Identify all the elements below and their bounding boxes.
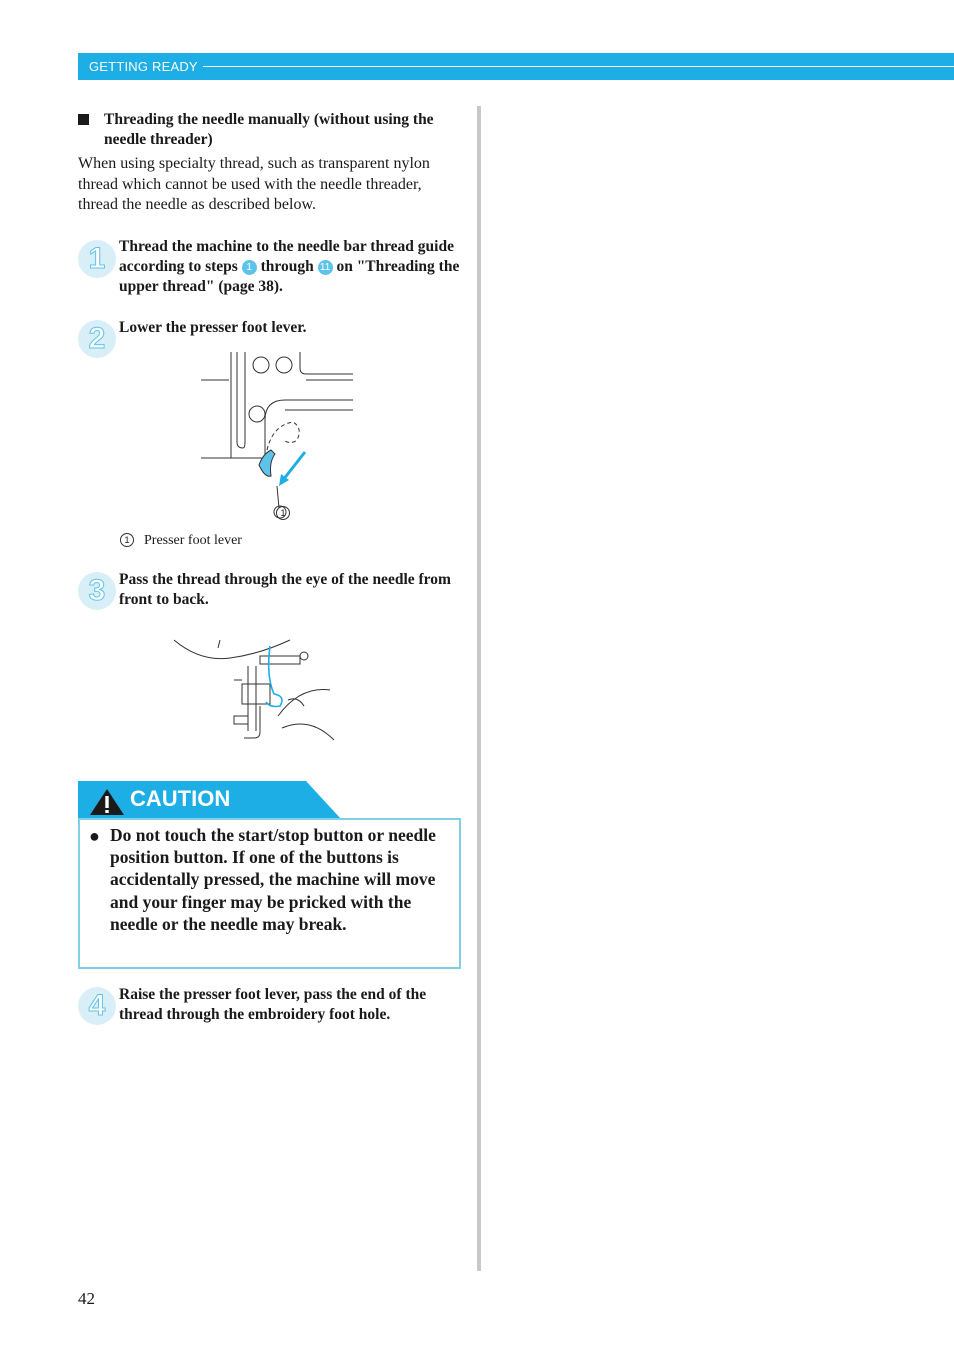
step-ref-start: 1 xyxy=(242,260,257,275)
step-4-number: 4 xyxy=(78,987,116,1025)
step-2-text: Lower the presser foot lever. xyxy=(119,319,307,336)
step-1-number: 1 xyxy=(78,240,116,278)
page-number: 42 xyxy=(78,1289,95,1308)
step-1-text-between: through xyxy=(260,258,314,275)
running-header xyxy=(78,53,954,80)
step-1-text-after: on "Threading the upper thread" (page 38). xyxy=(119,258,460,295)
warning-triangle-icon xyxy=(88,787,126,817)
caption-number: 1 xyxy=(120,533,134,547)
section-title xyxy=(78,110,458,150)
step-1-text xyxy=(119,237,461,297)
caution-text: Do not touch the start/stop button or needle position button. If one of the buttons is accidentally pressed, the machine will move and your finger may be pricked with the needle or the needle may break. xyxy=(110,825,436,934)
figure-caption xyxy=(120,533,242,549)
section-title-text: Threading the needle manually (without using the needle threader) xyxy=(104,111,434,148)
step-3-text: Pass the thread through the eye of the needle from front to back. xyxy=(119,571,451,608)
header-section-label: GETTING READY xyxy=(89,59,198,74)
needle-threading-illustration xyxy=(170,636,340,744)
step-3-number: 3 xyxy=(78,572,116,610)
caution-title: CAUTION xyxy=(130,786,231,811)
step-2-number: 2 xyxy=(78,320,116,358)
square-bullet-icon xyxy=(78,114,89,125)
step-4-text: Raise the presser foot lever, pass the end of the thread through the embroidery foot hole. xyxy=(119,986,427,1023)
header-rule xyxy=(203,66,954,67)
caption-label: Presser foot lever xyxy=(144,533,242,548)
column-divider xyxy=(477,106,481,1271)
caution-bullet-icon: ● xyxy=(89,826,100,846)
presser-foot-lever-illustration xyxy=(195,350,360,525)
figure-callout-number: 1 xyxy=(276,506,290,520)
step-1-text-before: Thread the machine to the needle bar thread guide according to steps xyxy=(119,238,454,275)
intro-paragraph: When using specialty thread, such as transparent nylon thread which cannot be used with the needle threader, thread the needle as described below. xyxy=(78,155,430,213)
step-ref-end: 11 xyxy=(318,260,333,275)
